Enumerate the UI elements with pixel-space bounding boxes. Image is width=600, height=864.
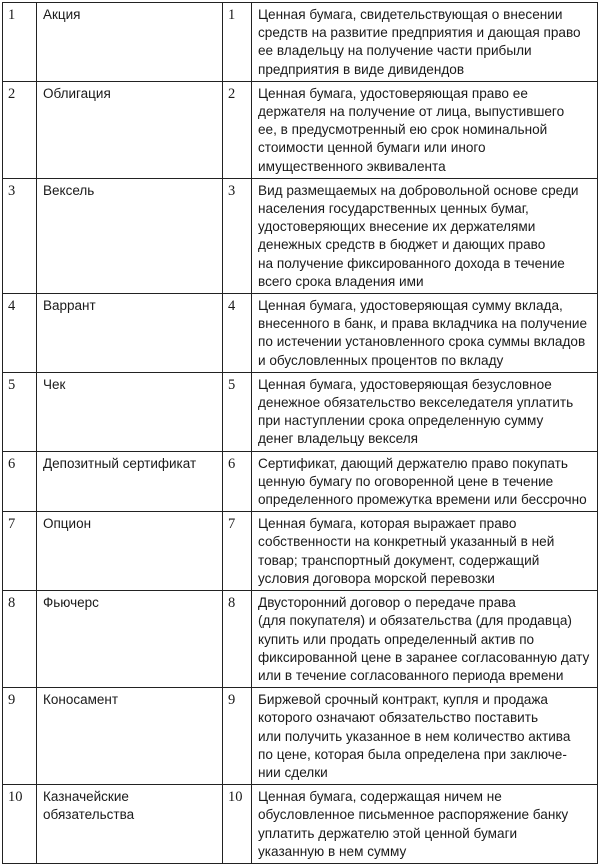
definition-line: при наступлении срока определенную сумму xyxy=(258,413,544,429)
definition-line: Ценная бумага, свидетельствующая о внесении xyxy=(258,7,563,22)
definition-line: указанную в нем сумму xyxy=(258,843,407,859)
definition-line: или получить указанное в нем количество актива xyxy=(258,728,571,744)
term-number: 1 xyxy=(3,3,37,82)
definition-line: по истечении установленного срока суммы вкладов xyxy=(258,334,586,350)
matching-table xyxy=(2,2,598,864)
definition-line: Ценная бумага, удостоверяющая сумму вклада, xyxy=(258,298,563,314)
definition-line: обусловленное письменное распоряжение банку xyxy=(258,807,569,823)
definition-line: Вид размещаемых на добровольной основе среди xyxy=(258,182,579,198)
definition-line: уплатить держателю этой ценной бумаги xyxy=(258,825,518,841)
definition-line: Ценная бумага, содержащая ничем не xyxy=(258,789,502,805)
term-name: Фьючерс xyxy=(37,591,223,688)
term-number: 8 xyxy=(3,591,37,688)
table-row xyxy=(3,372,598,451)
term-number: 5 xyxy=(3,372,37,451)
term-name: Казначейские обязательства xyxy=(37,785,223,864)
definition-line: собственности на конкретный указанный в ней xyxy=(258,534,555,550)
term-name: Акция xyxy=(37,3,223,82)
definition-number: 1 xyxy=(223,3,252,82)
term-name: Депозитный сертификат xyxy=(37,451,223,512)
definition-text xyxy=(252,512,598,591)
table-row xyxy=(3,785,598,864)
definition-text xyxy=(252,81,598,178)
definition-line: имущественного эквивалента xyxy=(258,158,446,174)
definition-line: средств на развитие предприятия и дающая право xyxy=(258,25,581,41)
definition-line: купить или продать определенный актив по xyxy=(258,631,535,647)
definition-text xyxy=(252,688,598,785)
definition-number: 4 xyxy=(223,294,252,373)
definition-number: 7 xyxy=(223,512,252,591)
definition-line: Биржевой срочный контракт, купля и продажа xyxy=(258,692,548,708)
term-name: Чек xyxy=(37,372,223,451)
definition-line: на получение фиксированного дохода в течение xyxy=(258,255,565,271)
definition-text xyxy=(252,3,598,82)
definition-line: предприятия в виде дивидендов xyxy=(258,61,465,77)
term-name: Опцион xyxy=(37,512,223,591)
term-number: 3 xyxy=(3,178,37,293)
definition-line: внесенного в банк, и права вкладчика на получение xyxy=(258,316,588,332)
term-number: 6 xyxy=(3,451,37,512)
term-name: Вексель xyxy=(37,178,223,293)
term-number: 4 xyxy=(3,294,37,373)
definition-line: ее владельцу на получение части прибыли xyxy=(258,43,532,59)
definition-number: 3 xyxy=(223,178,252,293)
definition-line: держателя на получение от лица, выпустившего xyxy=(258,104,565,120)
definition-line: фиксированной цене в заранее согласованную дату xyxy=(258,649,590,665)
definition-line: определенного промежутка времени или бессрочно xyxy=(258,492,587,508)
definition-line: по цене, которая была определена при заключе- xyxy=(258,746,567,762)
definition-line: денежное обязательство векселедателя уплатить xyxy=(258,395,574,411)
definition-line: условия договора морской перевозки xyxy=(258,570,495,586)
definition-text xyxy=(252,591,598,688)
table-row xyxy=(3,591,598,688)
definition-text xyxy=(252,451,598,512)
term-number: 10 xyxy=(3,785,37,864)
definition-line: всего срока владения ими xyxy=(258,273,424,289)
definition-number: 2 xyxy=(223,81,252,178)
definition-line: ценную бумагу по оговоренной цене в течение xyxy=(258,473,554,489)
definition-line: ее, в предусмотренный ею срок номинальной xyxy=(258,122,548,138)
term-number: 7 xyxy=(3,512,37,591)
definition-line: нии сделки xyxy=(258,764,328,780)
definition-number: 5 xyxy=(223,372,252,451)
definition-line: которого означают обязательство поставить xyxy=(258,710,539,726)
definition-line: удостоверяющих внесение их держателями xyxy=(258,219,536,235)
term-name: Коносамент xyxy=(37,688,223,785)
definition-line: Ценная бумага, удостоверяющая безусловное xyxy=(258,376,552,392)
table-row xyxy=(3,294,598,373)
definition-line: Двусторонний договор о передаче права xyxy=(258,595,516,611)
definition-number: 10 xyxy=(223,785,252,864)
term-number: 2 xyxy=(3,81,37,178)
definition-line: Ценная бумага, которая выражает право xyxy=(258,516,517,532)
definition-text xyxy=(252,785,598,864)
table-row xyxy=(3,81,598,178)
table-row xyxy=(3,512,598,591)
definition-text xyxy=(252,294,598,373)
definition-line: Сертификат, дающий держателю право покупать xyxy=(258,455,568,471)
term-name: Облигация xyxy=(37,81,223,178)
definition-text xyxy=(252,372,598,451)
term-number: 9 xyxy=(3,688,37,785)
table-row xyxy=(3,451,598,512)
definition-line: денег владельцу векселя xyxy=(258,431,419,447)
definition-number: 9 xyxy=(223,688,252,785)
definition-line: и обусловленных процентов по вкладу xyxy=(258,352,504,368)
table-row xyxy=(3,3,598,82)
definition-line: Ценная бумага, удостоверяющая право ее xyxy=(258,85,528,101)
definition-line: стоимости ценной бумаги или иного xyxy=(258,140,486,156)
definition-line: денежных средств в бюджет и дающих право xyxy=(258,237,546,253)
definition-line: населения государственных ценных бумаг, xyxy=(258,201,529,217)
definition-number: 8 xyxy=(223,591,252,688)
table-row xyxy=(3,178,598,293)
definition-line: или в течение согласованного периода времени xyxy=(258,667,564,683)
table-row xyxy=(3,688,598,785)
definition-line: товар; транспортный документ, содержащий xyxy=(258,552,540,568)
definition-text xyxy=(252,178,598,293)
definition-number: 6 xyxy=(223,451,252,512)
term-name: Варрант xyxy=(37,294,223,373)
definition-line: (для покупателя) и обязательства (для продавца) xyxy=(258,613,572,629)
